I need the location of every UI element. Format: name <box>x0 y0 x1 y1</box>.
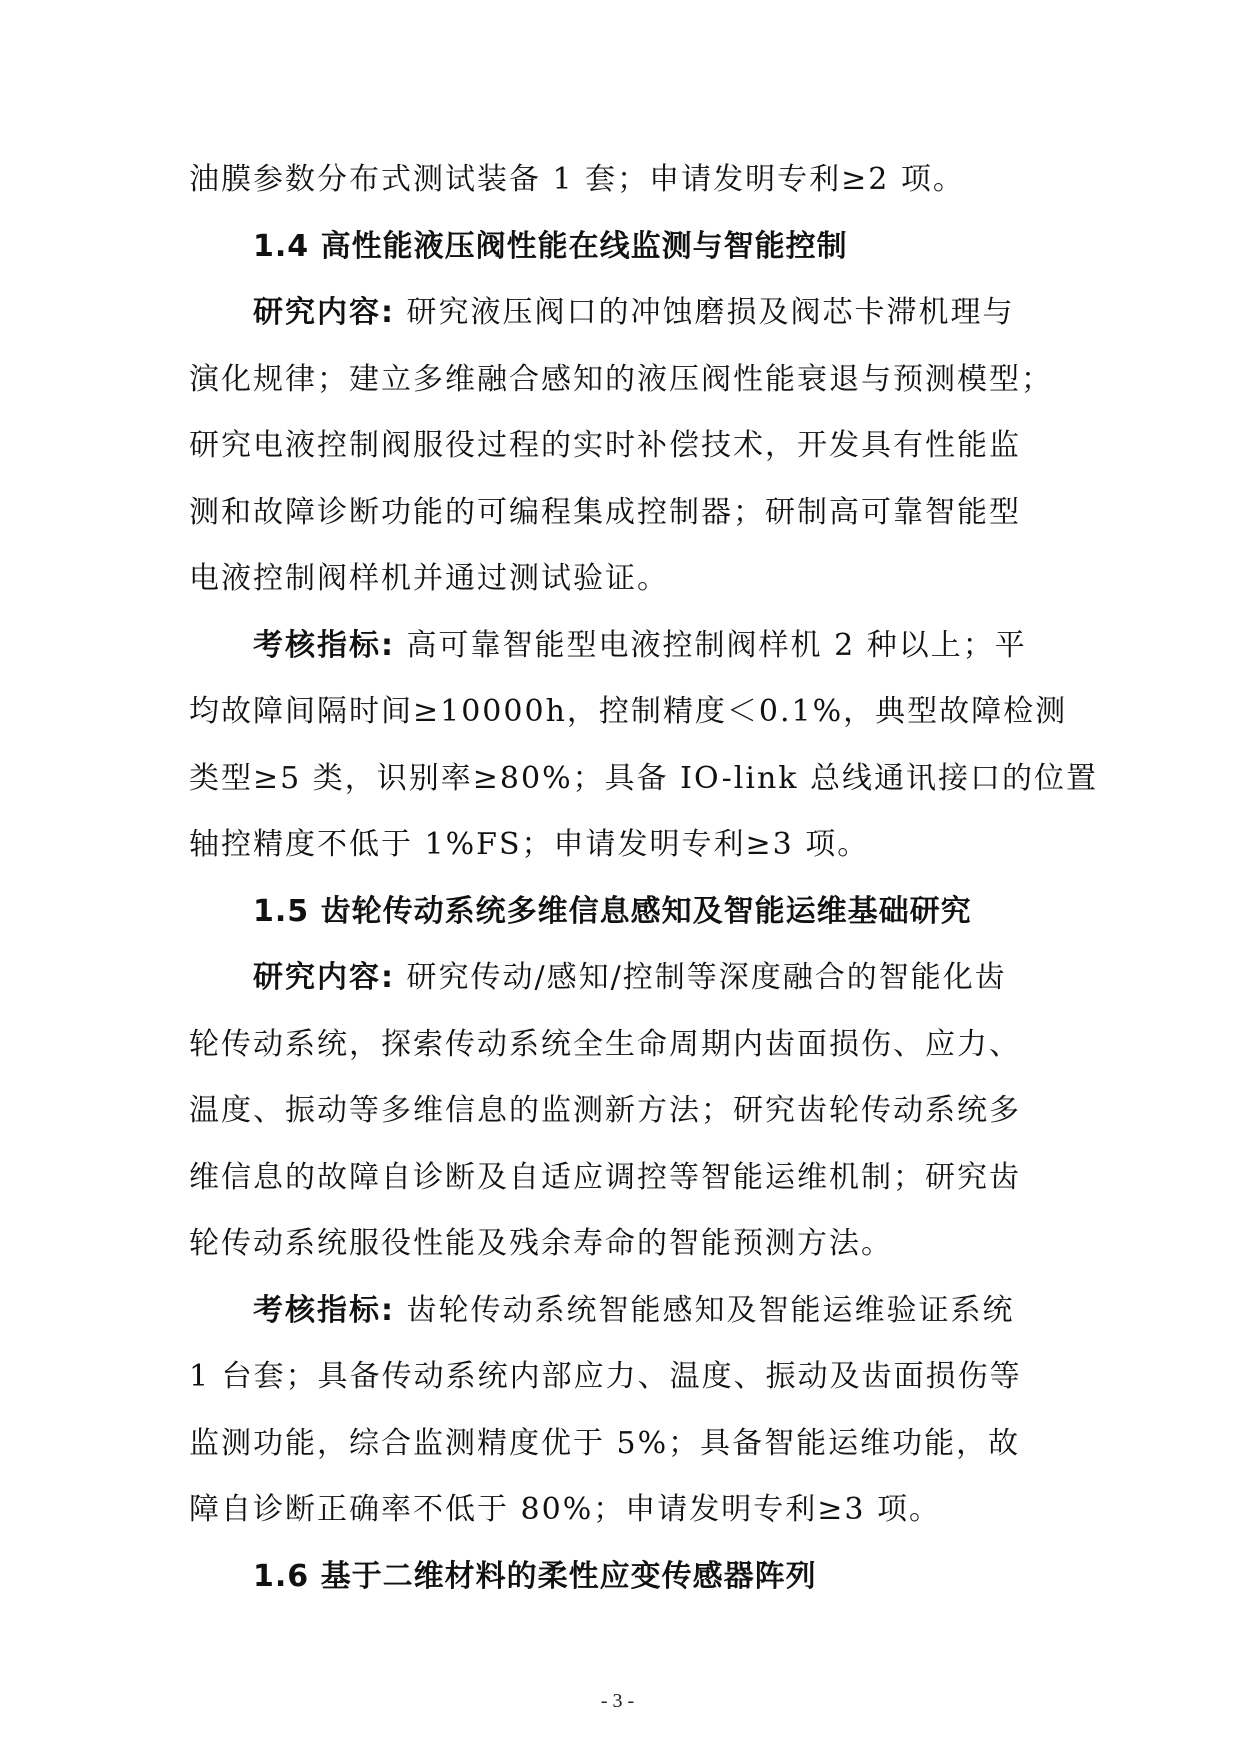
paragraph-lead: 研究内容: <box>253 295 395 330</box>
text-line: 均故障间隔时间≥10000h，控制精度＜0.1%，典型故障检测 <box>189 694 1068 729</box>
text-line: 维信息的故障自诊断及自适应调控等智能运维机制；研究齿 <box>189 1159 1021 1195</box>
text-line: 监测功能，综合监测精度优于 5%；具备智能运维功能，故 <box>189 1425 1021 1461</box>
text-line: 测和故障诊断功能的可编程集成控制器；研制高可靠智能型 <box>189 494 1021 530</box>
document-body <box>189 147 1099 1610</box>
text-line: 油膜参数分布式测试装备 1 套；申请发明专利≥2 项。 <box>189 162 965 197</box>
paragraph-text: 高可靠智能型电液控制阀样机 2 种以上；平 <box>395 627 1027 663</box>
paragraph-lead: 考核指标: <box>253 1292 395 1328</box>
page-number: - 3 - <box>600 1690 635 1712</box>
text-line: 研究电液控制阀服役过程的实时补偿技术，开发具有性能监 <box>189 428 1021 463</box>
text-line: 轴控精度不低于 1%FS；申请发明专利≥3 项。 <box>189 827 870 862</box>
section-heading-1-4: 1.4 高性能液压阀性能在线监测与智能控制 <box>253 228 848 264</box>
paragraph-text: 齿轮传动系统智能感知及智能运维验证系统 <box>395 1292 1015 1328</box>
text-line: 1 台套；具备传动系统内部应力、温度、振动及齿面损伤等 <box>189 1359 1022 1394</box>
text-line: 类型≥5 类，识别率≥80%；具备 IO-link 总线通讯接口的位置 <box>189 760 1099 796</box>
paragraph-lead: 研究内容: <box>253 960 395 995</box>
text-line: 障自诊断正确率不低于 80%；申请发明专利≥3 项。 <box>189 1492 941 1527</box>
paragraph-lead: 考核指标: <box>253 627 395 663</box>
paragraph-text: 研究液压阀口的冲蚀磨损及阀芯卡滞机理与 <box>395 295 1015 330</box>
text-line: 轮传动系统，探索传动系统全生命周期内齿面损伤、应力、 <box>189 1026 1021 1062</box>
text-line: 演化规律；建立多维融合感知的液压阀性能衰退与预测模型； <box>189 361 1053 397</box>
paragraph-assessment-1-5 <box>189 1278 1047 1345</box>
paragraph-research-content-1-5 <box>189 945 1047 1012</box>
section-heading-1-5: 1.5 齿轮传动系统多维信息感知及智能运维基础研究 <box>253 893 972 929</box>
section-heading-1-6: 1.6 基于二维材料的柔性应变传感器阵列 <box>253 1558 817 1594</box>
text-line: 电液控制阀样机并通过测试验证。 <box>189 561 669 596</box>
text-line: 温度、振动等多维信息的监测新方法；研究齿轮传动系统多 <box>189 1093 1021 1128</box>
paragraph-research-content-1-4 <box>189 280 1047 347</box>
paragraph-assessment-1-4 <box>189 613 1047 680</box>
text-line: 轮传动系统服役性能及残余寿命的智能预测方法。 <box>189 1226 893 1261</box>
paragraph-text: 研究传动/感知/控制等深度融合的智能化齿 <box>395 960 1007 995</box>
